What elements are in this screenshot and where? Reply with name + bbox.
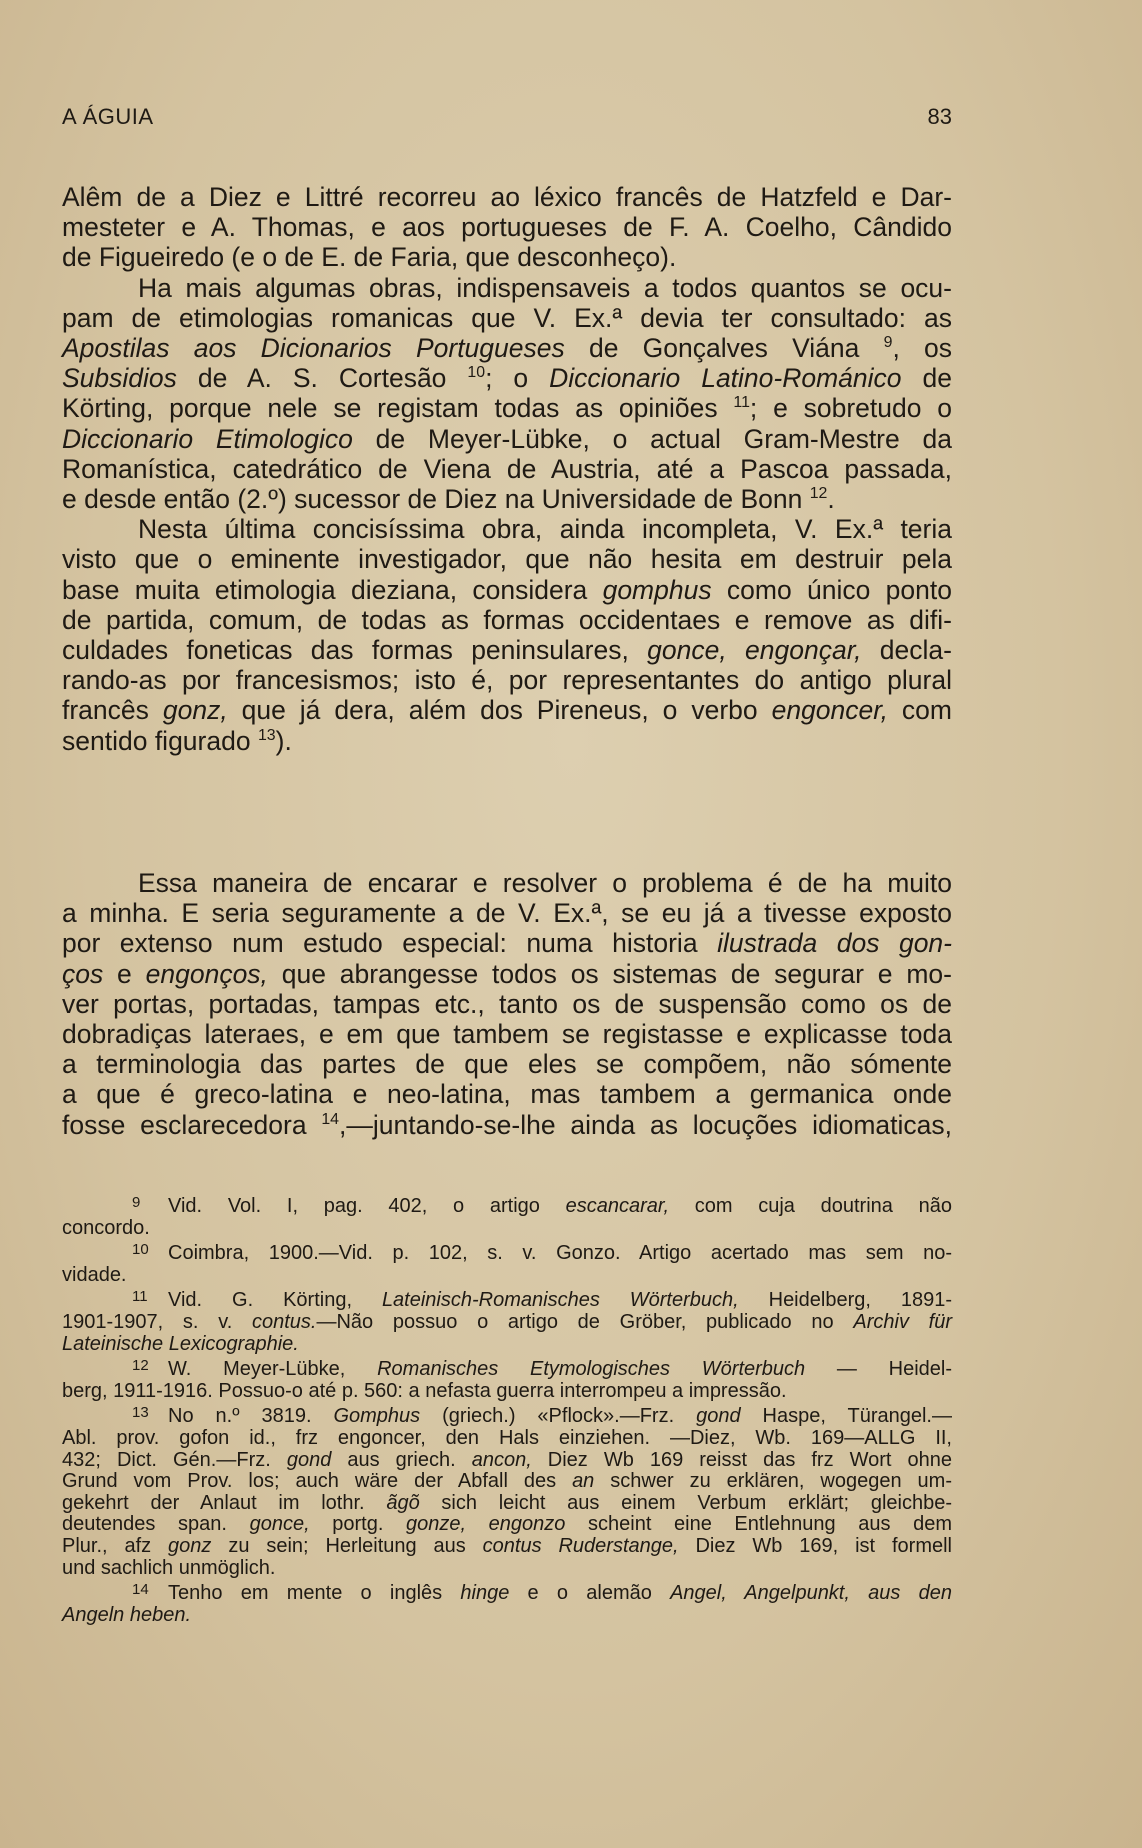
footnote-9 xyxy=(62,1192,952,1239)
footnote-number: 12 xyxy=(132,1357,149,1375)
text-line: culdades foneticas das formas peninsulares, gonce, engonçar, decla- xyxy=(62,635,952,666)
footnote-line: concordo. xyxy=(62,1216,150,1239)
text-line: sentido figurado $^{13}$). xyxy=(62,725,292,756)
footnote-line: 9 Vid. Vol. I, pag. 402, o artigo escancarar, com cuja doutrina não xyxy=(132,1194,952,1217)
text-line: a que é greco-latina e neo-latina, mas tambem a germanica onde xyxy=(62,1079,952,1110)
footnote-line: Angeln heben. xyxy=(62,1603,192,1626)
footnote-line: und sachlich unmöglich. xyxy=(62,1556,276,1579)
text-line: e desde então (2.º) sucessor de Diez na Universidade de Bonn $^{12}$. xyxy=(62,484,835,515)
footnote-number: 14 xyxy=(132,1581,149,1599)
text-line: por extenso num estudo especial: numa historia ilustrada dos gon- xyxy=(62,928,952,959)
text-line: a minha. E seria seguramente a de V. Ex.ª, se eu já a tivesse exposto xyxy=(62,898,952,929)
footnote-10 xyxy=(62,1239,952,1286)
text-line: Alêm de a Diez e Littré recorreu ao léxico francês de Hatzfeld e Dar- xyxy=(62,182,952,212)
text-line: Körting, porque nele se registam todas as opiniões $^{11}$; e sobretudo o xyxy=(62,393,953,424)
footnote-line: 12 W. Meyer-Lübke, Romanisches Etymologisches Wörterbuch — Heidel- xyxy=(132,1357,953,1381)
text-line: rando-as por francesismos; isto é, por representantes do antigo plural xyxy=(62,665,952,696)
text-line: de partida, comum, de todas as formas occidentaes e remove as difi- xyxy=(62,604,952,635)
text-line: de Figueiredo (e o de E. de Faria, que desconheço). xyxy=(62,242,677,273)
text-line: visto que o eminente investigador, que não hesita em destruir pela xyxy=(62,544,952,575)
footnote-line: 1901-1907, s. v. contus.—Não possuo o artigo de Gröber, publicado no Archiv für xyxy=(62,1310,952,1333)
footnote-line: gekehrt der Anlaut im lothr. ãgõ sich leicht aus einem Verbum erklärt; gleichbe- xyxy=(62,1491,952,1514)
text-line: Romanística, catedrático de Viena de Austria, até a Pascoa passada, xyxy=(62,453,952,484)
text-line: fosse esclarecedora $^{14}$,—juntando-se-lhe ainda as locuções idiomaticas, xyxy=(62,1109,952,1140)
running-title: A ÁGUIA xyxy=(62,104,154,129)
footnote-line: 10 Coimbra, 1900.—Vid. p. 102, s. v. Gonzo. Artigo acertado mas sem no- xyxy=(132,1241,952,1265)
footnote-line: vidade. xyxy=(62,1263,127,1286)
footnote-line: berg, 1911-1916. Possuo-o até p. 560: a nefasta guerra interrompeu a impressão. xyxy=(62,1379,787,1402)
footnote-number: 10 xyxy=(132,1241,149,1259)
text-line: Apostilas aos Dicionarios Portugueses de Gonçalves Viána $^9$, os xyxy=(62,333,952,364)
footnotes xyxy=(62,1192,952,1626)
footnote-line: 11 Vid. G. Körting, Lateinisch-Romanisches Wörterbuch, Heidelberg, 1891- xyxy=(132,1288,952,1312)
footnote-number: 13 xyxy=(132,1404,149,1422)
page-number: 83 xyxy=(927,104,952,129)
text-line: Ha mais algumas obras, indispensaveis a todos quantos se ocu- xyxy=(138,272,952,303)
text-line: Nesta última concisíssima obra, ainda incompleta, V. Ex.ª teria xyxy=(138,514,952,545)
footnote-line: Lateinische Lexicographie. xyxy=(62,1332,299,1355)
footnote-number: 9 xyxy=(132,1194,141,1211)
footnote-11 xyxy=(62,1286,952,1355)
text-line: pam de etimologias romanicas que V. Ex.ª devia ter consultado: as xyxy=(62,302,952,333)
text-line: base muita etimologia dieziana, considera gomphus como único ponto xyxy=(62,574,952,605)
text-line: ços e engonços, que abrangesse todos os sistemas de segurar e mo- xyxy=(62,958,952,989)
text-line: Diccionario Etimologico de Meyer-Lübke, o actual Gram-Mestre da xyxy=(62,423,952,454)
footnote-12 xyxy=(62,1355,952,1402)
footnote-number: 11 xyxy=(132,1288,148,1306)
body-text xyxy=(62,182,952,756)
paragraph-2 xyxy=(62,273,952,515)
text-line: ver portas, portadas, tampas etc., tanto os de suspensão como os de xyxy=(62,988,952,1019)
paragraph-4 xyxy=(62,868,952,1140)
footnote-line: 14 Tenho em mente o inglês hinge e o alemão Angel, Angelpunkt, aus den xyxy=(132,1581,952,1605)
footnote-line: Abl. prov. gofon id., frz engoncer, den Hals einziehen. —Diez, Wb. 169—ALLG II, xyxy=(62,1426,952,1449)
text-line: dobradiças lateraes, e em que tambem se registasse e explicasse toda xyxy=(62,1019,952,1050)
footnote-line: deutendes span. gonce, portg. gonze, engonzo scheint eine Entlehnung aus dem xyxy=(62,1513,953,1536)
paragraph-3 xyxy=(62,514,952,756)
body-text-section-2 xyxy=(62,868,952,1140)
text-line: mesteter e A. Thomas, e aos portugueses de F. A. Coelho, Cândido xyxy=(62,212,952,243)
footnote-14 xyxy=(62,1579,952,1626)
footnote-line: 432; Dict. Gén.—Frz. gond aus griech. ancon, Diez Wb 169 reisst das frz Wort ohne xyxy=(62,1448,952,1471)
text-line: Subsidios de A. S. Cortesão $^{10}$; o Diccionario Latino-Románico de xyxy=(62,363,952,394)
text-line: Essa maneira de encarar e resolver o problema é de ha muito xyxy=(138,868,952,898)
page-header xyxy=(62,104,952,134)
paragraph-1 xyxy=(62,182,952,273)
text-line: francês gonz, que já dera, além dos Pireneus, o verbo engoncer, com xyxy=(62,695,952,726)
footnote-line: Plur., afz gonz zu sein; Herleitung aus contus Ruderstange, Diez Wb 169, ist formell xyxy=(62,1534,952,1557)
footnote-line: Grund vom Prov. los; auch wäre der Abfall des an schwer zu erklären, wogegen um- xyxy=(62,1470,952,1493)
footnote-13 xyxy=(62,1402,952,1579)
footnote-line: 13 No n.º 3819. Gomphus (griech.) «Pflock».—Frz. gond Haspe, Türangel.— xyxy=(132,1404,952,1428)
text-line: a terminologia das partes de que eles se compõem, não sómente xyxy=(62,1049,952,1080)
